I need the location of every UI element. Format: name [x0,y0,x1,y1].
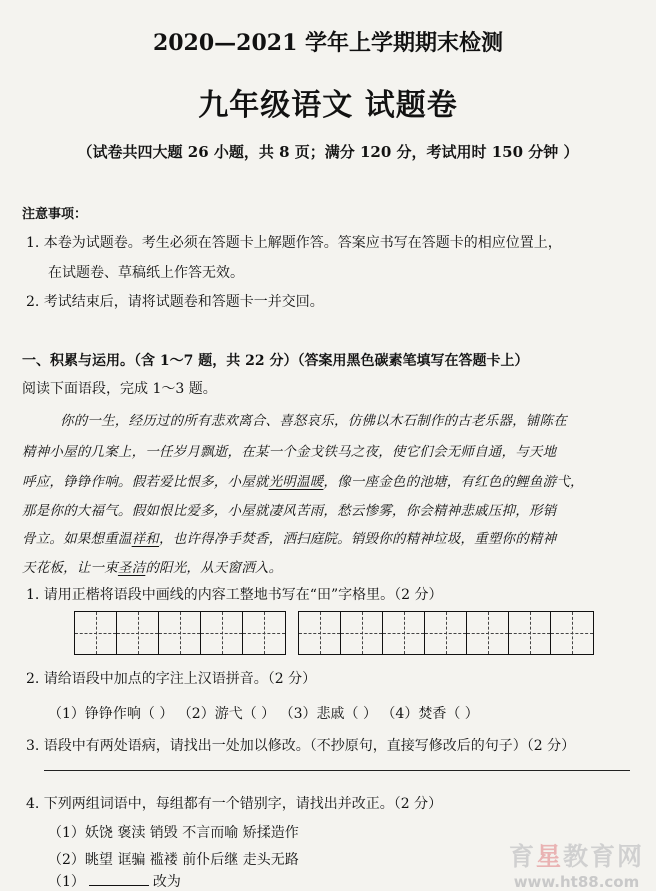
tian-grid-cell[interactable] [75,612,117,654]
section-1-heading: 一、积累与运用。（含 1～7 题，共 22 分）（答案用黑色碳素笔填写在答题卡上） [22,353,529,369]
watermark-text-star: 星 [535,842,563,871]
exam-note: （试卷共四大题 26 小题，共 8 页；满分 120 分，考试用时 150 分钟 ） [77,143,579,161]
passage-line-1: 你的一生，经历过的所有悲欢离合、喜怒哀乐，仿佛以木石制作的古老乐器，铺陈在 [60,413,567,429]
exam-subtitle: 九年级语文 试题卷 [198,88,458,123]
tian-grid-group-2 [298,611,594,655]
tian-grid-cell[interactable] [243,612,285,654]
underlined-phrase: 祥和 [131,531,160,547]
question-1: 1. 请用正楷将语段中画线的内容工整地书写在“田”字格里。（2 分） [26,587,443,603]
question-2: 2. 请给语段中加点的字注上汉语拼音。（2 分） [26,671,317,687]
question-4: 4. 下列两组词语中，每组都有一个错别字，请找出并改正。（2 分） [26,796,443,812]
notice-heading: 注意事项： [22,207,88,222]
passage-text: 骨立。如果想重温 [22,531,132,547]
watermark-text-a: 育 [508,842,536,871]
question-2-options: （1）铮铮作响（ ） （2）游弋（ ） （3）悲戚（ ） （4）焚香（ ） [48,706,479,722]
underlined-phrase: 圣洁 [117,560,146,576]
question-4-row-1: （1）妖饶 褒渎 销毁 不言而喻 矫揉造作 [48,825,299,841]
answer-suffix: 改为 [152,874,181,890]
tian-grid-cell[interactable] [509,612,551,654]
watermark-url: www.ht88.com [513,873,640,891]
section-1-intro: 阅读下面语段，完成 1～3 题。 [22,381,217,397]
passage-text: 呼应，铮铮作响。假若爱比恨多，小屋就 [22,474,269,490]
passage-line-3 [22,470,584,490]
watermark [509,837,644,891]
answer-line[interactable] [44,770,630,771]
passage-line-4: 那是你的大福气。假如恨比爱多，小屋就凄风苦雨，愁云惨雾，你会精神悲戚压抑，形销 [22,503,557,519]
answer-blank[interactable] [89,885,149,886]
passage-text: 的阳光，从天窗洒入。 [145,560,283,576]
tian-grid-cell[interactable] [551,612,593,654]
passage-text: 天花板，让一束 [22,560,118,576]
tian-grid-cell[interactable] [159,612,201,654]
tian-grid-cell[interactable] [299,612,341,654]
question-4-answer-row [48,871,181,891]
notice-item-1-line-2: 在试题卷、草稿纸上作答无效。 [48,265,244,281]
watermark-text-b: 教育网 [562,842,644,871]
passage-text: ，像一座金色的池塘，有红色的鲤鱼游弋， [323,474,584,490]
notice-item-1-line-1: 1. 本卷为试题卷。考生必须在答题卡上解题作答。答案应书写在答题卡的相应位置上， [26,235,562,251]
watermark-logo-text [509,837,644,873]
tian-grid-cell[interactable] [383,612,425,654]
answer-prefix: （1） [48,874,85,890]
tian-grid-cell[interactable] [117,612,159,654]
tian-grid-cell[interactable] [341,612,383,654]
tian-grid-cell[interactable] [467,612,509,654]
exam-title: 2020—2021 学年上学期期末检测 [152,30,504,56]
passage-line-5 [22,527,556,547]
passage-line-6 [22,556,282,576]
tian-grid-cell[interactable] [201,612,243,654]
passage-line-2: 精神小屋的几案上，一任岁月飘逝，在某一个金戈铁马之夜，使它们会无师自通，与天地 [22,444,557,460]
tian-grid-cell[interactable] [425,612,467,654]
question-4-row-2: （2）眺望 诓骗 褴褛 前仆后继 走头无路 [48,852,299,868]
notice-item-2: 2. 考试结束后，请将试题卷和答题卡一并交回。 [26,294,324,310]
tian-grid-group-1 [74,611,286,655]
passage-text: ，也许得净手焚香，洒扫庭院。销毁你的精神垃圾，重塑你的精神 [159,531,557,547]
underlined-phrase: 光明温暖 [268,474,324,490]
question-3: 3. 语段中有两处语病，请找出一处加以修改。（不抄原句，直接写修改后的句子）（2 分） [26,738,576,754]
